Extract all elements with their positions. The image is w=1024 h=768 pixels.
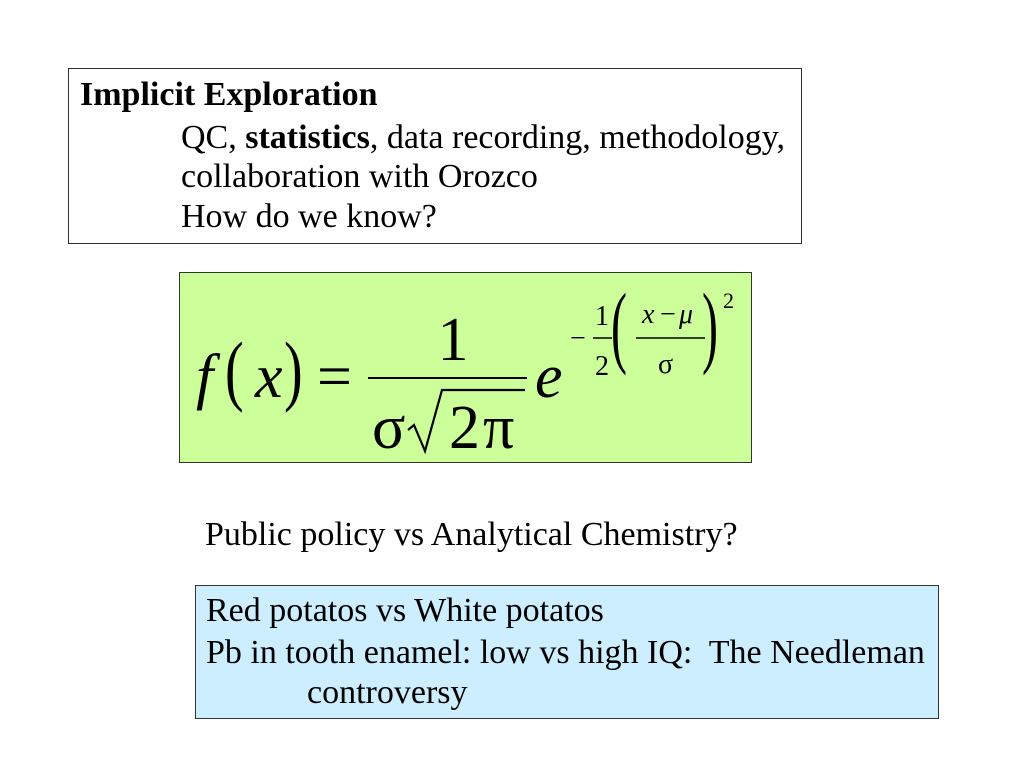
public-policy-question: Public policy vs Analytical Chemistry?: [205, 516, 738, 553]
implicit-exploration-line-3: How do we know?: [181, 198, 437, 235]
line-1-suffix: , data recording, methodology,: [369, 119, 786, 156]
examples-line-2: Pb in tooth enamel: low vs high IQ: The Needleman: [206, 634, 925, 671]
exponent-half-numerator: 1: [595, 301, 609, 332]
formula-function-f: f: [196, 343, 214, 411]
exponent-numerator-mu: μ: [679, 299, 694, 330]
examples-line-1: Red potatos vs White potatos: [206, 592, 604, 629]
examples-box: [195, 585, 939, 719]
formula-base-e: e: [535, 343, 563, 411]
exponent-denominator-sigma: σ: [658, 349, 674, 380]
formula-variable-x: x: [255, 343, 283, 411]
examples-line-3: controversy: [307, 674, 468, 711]
formula-open-paren: (: [225, 325, 244, 414]
implicit-exploration-title: Implicit Exploration: [80, 76, 378, 113]
gaussian-formula-box: [179, 272, 752, 463]
implicit-exploration-line-1: [181, 118, 785, 158]
exponent-open-paren: (: [611, 274, 627, 377]
exponent-numerator-minus: −: [660, 299, 676, 330]
exponent-minus-sign: −: [570, 323, 586, 354]
exponent-power-two: 2: [723, 288, 734, 313]
formula-denominator-sigma: σ: [372, 394, 406, 462]
formula-denominator-two: 2: [449, 394, 480, 462]
formula-equals-sign: =: [317, 343, 352, 411]
formula-denominator-pi: π: [483, 394, 515, 462]
formula-close-paren: ): [284, 325, 303, 414]
implicit-exploration-line-2: collaboration with Orozco: [181, 158, 538, 195]
implicit-exploration-box: [68, 68, 802, 244]
statistics-emphasis: statistics: [245, 119, 370, 156]
gaussian-formula: [179, 272, 752, 463]
line-1-prefix: QC,: [181, 119, 246, 156]
exponent-numerator-x: x: [642, 299, 655, 330]
exponent-close-paren: ): [702, 274, 718, 377]
formula-numerator-one: 1: [437, 306, 469, 374]
exponent-half-denominator: 2: [595, 351, 609, 382]
